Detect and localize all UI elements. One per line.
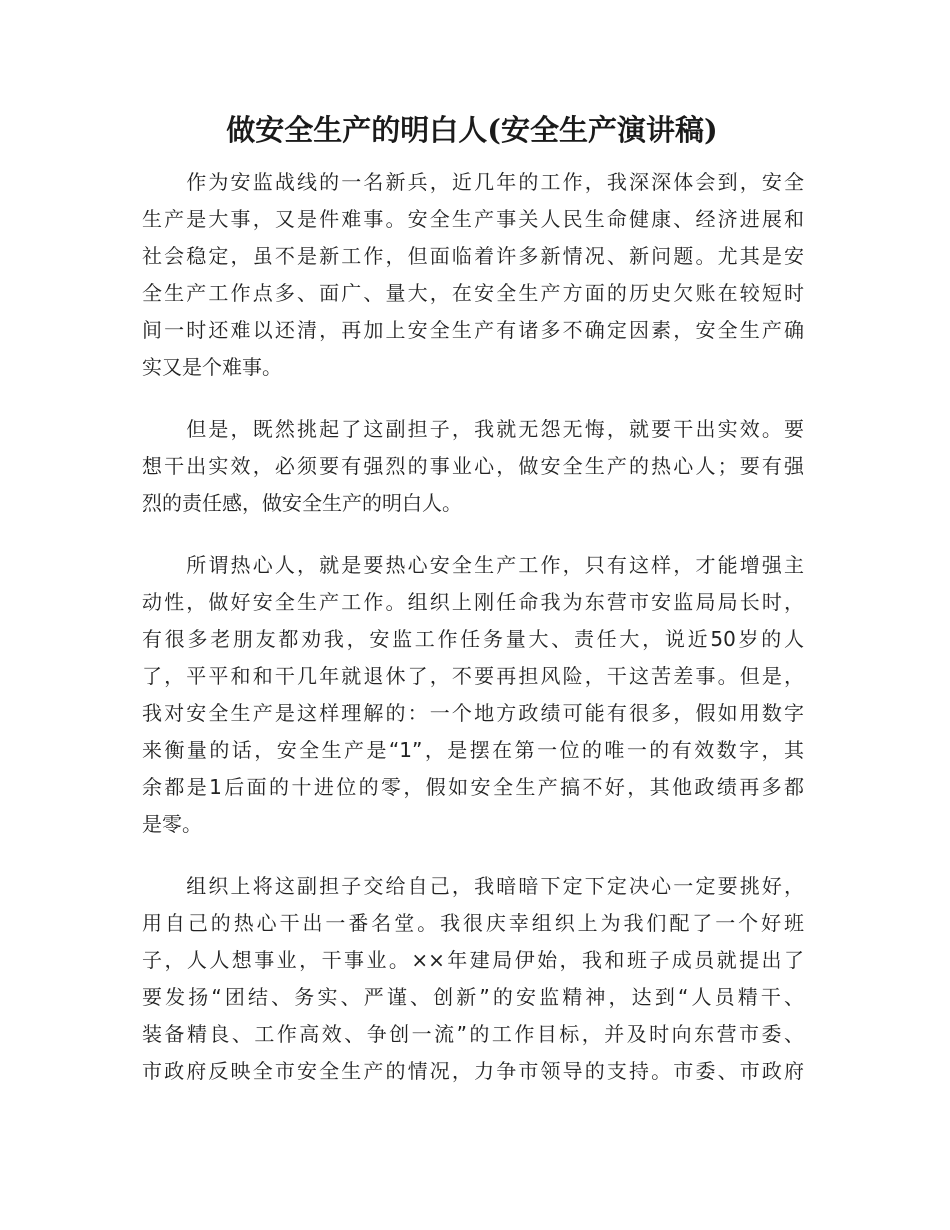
- text-line: 想干出实效，必须要有强烈的事业心，做安全生产的热心人；要有强: [142, 454, 804, 478]
- text-line: 子，人人想事业，干事业。××年建局伊始，我和班子成员就提出了: [142, 948, 804, 972]
- text-line: 余都是1后面的十进位的零，假如安全生产搞不好，其他政绩再多都: [142, 775, 804, 799]
- paragraph-3: [142, 547, 804, 843]
- text-line: 但是，既然挑起了这副担子，我就无怨无悔，就要干出实效。要: [142, 417, 804, 441]
- text-line: 用自己的热心干出一番名堂。我很庆幸组织上为我们配了一个好班: [142, 911, 804, 935]
- text-line: 装备精良、工作高效、争创一流”的工作目标，并及时向东营市委、: [142, 1022, 804, 1046]
- text-line: 我对安全生产是这样理解的：一个地方政绩可能有很多，假如用数字: [142, 701, 804, 725]
- text-line: 作为安监战线的一名新兵，近几年的工作，我深深体会到，安全: [142, 170, 804, 194]
- text-line: 实又是个难事。: [142, 355, 282, 379]
- text-line: 动性，做好安全生产工作。组织上刚任命我为东营市安监局局长时，: [142, 590, 804, 614]
- text-line: 烈的责任感，做安全生产的明白人。: [142, 491, 462, 515]
- text-line: 有很多老朋友都劝我，安监工作任务量大、责任大，说近50岁的人: [142, 627, 804, 651]
- text-line: 要发扬“团结、务实、严谨、创新”的安监精神，达到“人员精干、: [142, 985, 804, 1009]
- document-title: 做安全生产的明白人(安全生产演讲稿): [226, 113, 718, 147]
- paragraph-1: [142, 164, 804, 386]
- text-line: 生产是大事，又是件难事。安全生产事关人民生命健康、经济进展和: [142, 207, 804, 231]
- paragraph-4: [142, 868, 804, 1090]
- text-line: 市政府反映全市安全生产的情况，力争市领导的支持。市委、市政府: [142, 1059, 804, 1083]
- text-line: 社会稳定，虽不是新工作，但面临着许多新情况、新问题。尤其是安: [142, 244, 804, 268]
- text-line: 了，平平和和干几年就退休了，不要再担风险，干这苦差事。但是，: [142, 664, 804, 688]
- document-body: [142, 164, 804, 1115]
- text-line: 组织上将这副担子交给自己，我暗暗下定下定决心一定要挑好，: [142, 874, 804, 898]
- text-line: 所谓热心人，就是要热心安全生产工作，只有这样，才能增强主: [142, 553, 804, 577]
- text-line: 间一时还难以还清，再加上安全生产有诸多不确定因素，安全生产确: [142, 318, 804, 342]
- text-line: 是零。: [142, 812, 202, 836]
- text-line: 来衡量的话，安全生产是“1”，是摆在第一位的唯一的有效数字，其: [142, 738, 804, 762]
- text-line: 全生产工作点多、面广、量大，在安全生产方面的历史欠账在较短时: [142, 281, 804, 305]
- paragraph-2: [142, 411, 804, 522]
